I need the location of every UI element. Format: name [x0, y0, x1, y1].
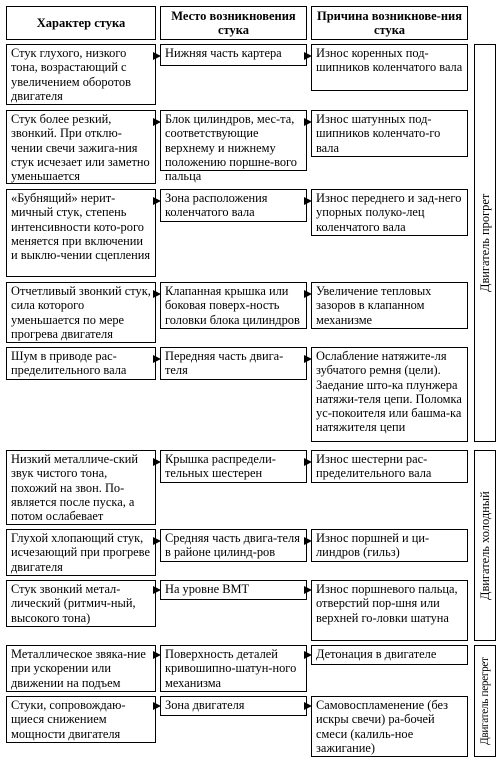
row-6-cause: Износ шестерни рас-пределительного вала	[311, 450, 468, 483]
row-10-nature: Стуки, сопровождаю-щиеся снижением мощности двигателя	[6, 696, 156, 743]
row-1-cause: Износ коренных под-шипников коленчатого вала	[311, 44, 468, 91]
row-8-cause: Износ поршневого пальца, отверстий пор-шня или верхней го-ловки шатуна	[311, 580, 468, 641]
row-2-nature: Стук более резкий, звонкий. При отклю-чении свечи зажига-ния стук исчезает или заметно уменьшается	[6, 110, 156, 184]
row-5-place: Передняя часть двига-теля	[160, 347, 307, 380]
group-label-overheated: Двигатель перегрет	[479, 657, 491, 745]
header-cause: Причина возникнове-ния стука	[311, 6, 468, 40]
header-nature: Характер стука	[6, 6, 156, 40]
row-8-place: На уровне ВМТ	[160, 580, 307, 600]
row-4-place: Клапанная крышка или боковая поверх-ность головки блока цилиндров	[160, 282, 307, 329]
row-9-cause: Детонация в двигателе	[311, 645, 468, 665]
row-2-cause: Износ шатунных под-шипников коленчато-го вала	[311, 110, 468, 157]
row-1-nature: Стук глухого, низкого тона, возрастающий с увеличением оборотов двигателя	[6, 44, 156, 105]
row-4-nature: Отчетливый звонкий стук, сила которого уменьшается по мере прогрева двигателя	[6, 282, 156, 343]
row-6-nature: Низкий металличе-ский звук чистого тона, похожий на звон. По-является после пуска, а потом ослабевает	[6, 450, 156, 525]
row-9-place: Поверхность деталей кривошипно-шатун-ного механизма	[160, 645, 307, 692]
row-8-nature: Стук звонкий метал-лический (ритмич-ный, высокого тона)	[6, 580, 156, 627]
row-7-nature: Глухой хлопающий стук, исчезающий при прогреве двигателя	[6, 529, 156, 576]
row-5-nature: Шум в приводе рас-пределительного вала	[6, 347, 156, 380]
row-5-cause: Ослабление натяжите-ля зубчатого ремня (цели). Заедание што-ка плунжера натяжи-теля цепи. Поломка ус-покоителя или башма-ка натяжителя цепи	[311, 347, 468, 442]
header-place: Место возникновения стука	[160, 6, 307, 40]
row-10-cause: Самовоспламенение (без искры свечи) ра-бочей смеси (калиль-ное зажигание)	[311, 696, 468, 757]
row-3-nature: «Бубнящий» нерит-мичный стук, степень интенсивности кото-рого меняется при включении и выклю-чении сцепления	[6, 189, 156, 277]
row-9-nature: Металлическое звяка-ние при ускорении или движении на подъем	[6, 645, 156, 692]
row-7-cause: Износ поршней и ци-линдров (гильз)	[311, 529, 468, 562]
row-7-place: Средняя часть двига-теля в районе цилинд-ров	[160, 529, 307, 562]
row-3-place: Зона расположения коленчатого вала	[160, 189, 307, 222]
row-1-place: Нижняя часть картера	[160, 44, 307, 66]
row-3-cause: Износ переднего и зад-него упорных полуко-лец коленчатого вала	[311, 189, 468, 236]
row-6-place: Крышка распредели-тельных шестерен	[160, 450, 307, 483]
group-label-warm: Двигатель прогрет	[478, 193, 492, 293]
row-4-cause: Увеличение тепловых зазоров в клапанном механизме	[311, 282, 468, 329]
row-10-place: Зона двигателя	[160, 696, 307, 716]
group-label-cold: Двигатель холодный	[478, 491, 492, 600]
row-2-place: Блок цилиндров, мес-та, соответствующие верхнему и нижнему положению поршне-вого пальца	[160, 110, 307, 171]
